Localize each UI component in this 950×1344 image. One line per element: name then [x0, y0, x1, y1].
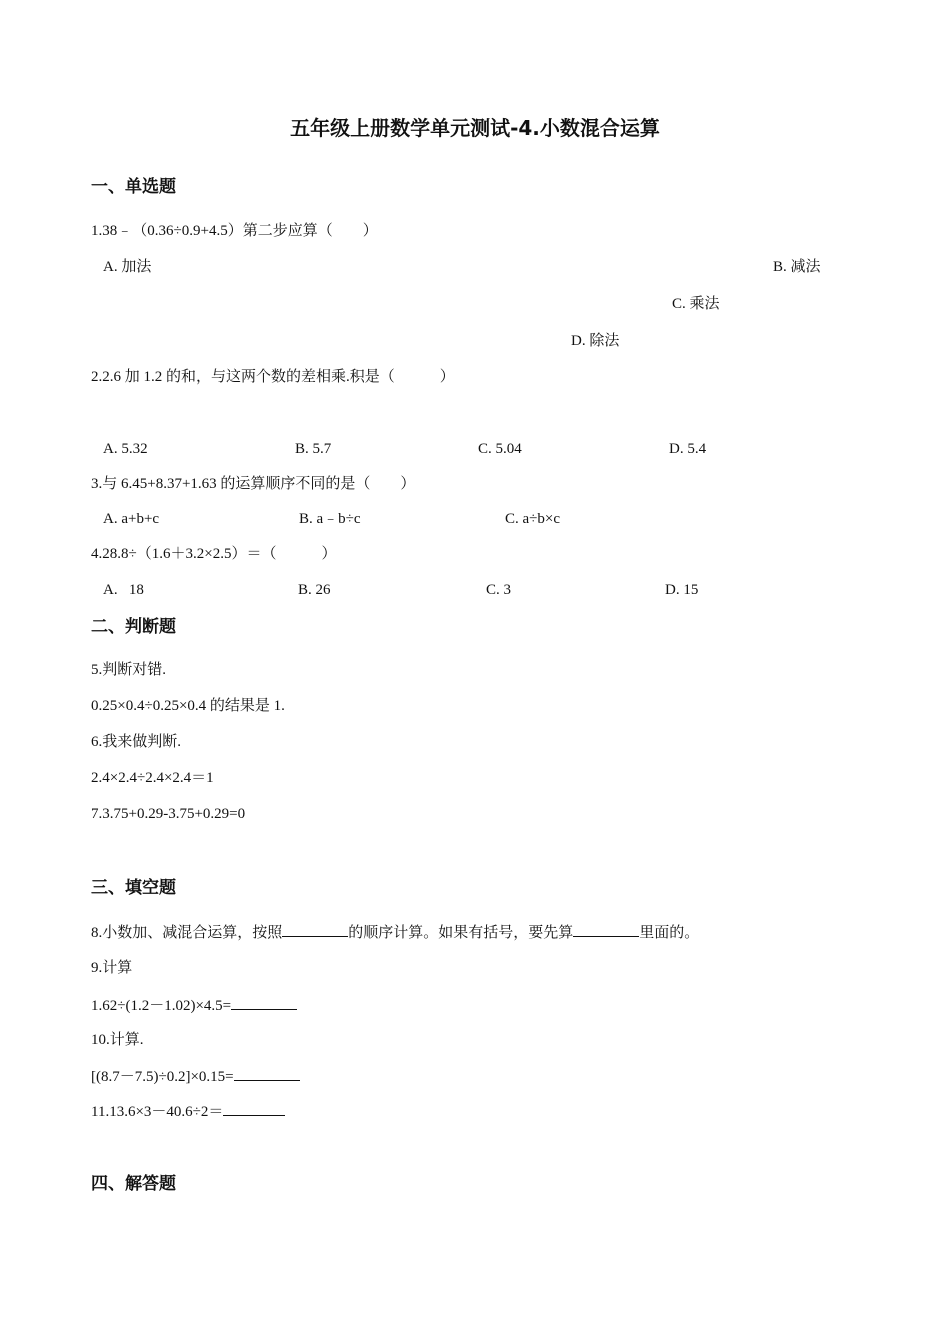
question-1-option-b[interactable]: B. 减法 [773, 259, 821, 275]
question-2-option-d[interactable]: D. 5.4 [669, 441, 707, 457]
question-7-statement: 7.3.75+0.29-3.75+0.29=0 [91, 806, 246, 822]
question-6-stem: 6.我来做判断. [91, 734, 182, 750]
question-9-expression-text: 1.62÷(1.2－1.02)×4.5= [91, 998, 232, 1014]
question-10-stem: 10.计算. [91, 1032, 144, 1048]
question-9-stem: 9.计算 [91, 960, 133, 976]
question-8-part-3: 里面的。 [639, 925, 700, 941]
question-3-option-b[interactable]: B. a﹣b÷c [299, 511, 361, 527]
question-3-option-a[interactable]: A. a+b+c [103, 511, 160, 527]
question-6-statement: 2.4×2.4÷2.4×2.4＝1 [91, 770, 214, 786]
answer-blank[interactable] [231, 995, 297, 1010]
question-11-expression [91, 1101, 285, 1122]
question-2-option-b[interactable]: B. 5.7 [295, 441, 332, 457]
answer-blank[interactable] [234, 1066, 300, 1081]
question-8-part-2: 的顺序计算。如果有括号，要先算 [348, 925, 574, 941]
question-3-option-c[interactable]: C. a÷b×c [505, 511, 561, 527]
question-1-option-d[interactable]: D. 除法 [571, 333, 620, 349]
question-1-option-c[interactable]: C. 乘法 [672, 296, 720, 312]
question-9-expression [91, 995, 297, 1016]
question-5-stem: 5.判断对错. [91, 662, 167, 678]
answer-blank[interactable] [573, 922, 639, 937]
question-4-stem: 4.28.8÷（1.6＋3.2×2.5）＝（ ） [91, 546, 337, 562]
question-11-expression-text: 11.13.6×3－40.6÷2＝ [91, 1104, 224, 1120]
answer-blank[interactable] [282, 922, 348, 937]
question-10-expression [91, 1066, 300, 1087]
question-10-expression-text: [(8.7－7.5)÷0.2]×0.15= [91, 1069, 234, 1085]
answer-blank[interactable] [223, 1101, 285, 1116]
question-4-option-c[interactable]: C. 3 [486, 582, 512, 598]
question-4-option-a[interactable]: A. 18 [103, 582, 144, 598]
question-2-option-c[interactable]: C. 5.04 [478, 441, 522, 457]
question-2-option-a[interactable]: A. 5.32 [103, 441, 148, 457]
question-5-statement: 0.25×0.4÷0.25×0.4 的结果是 1. [91, 698, 285, 714]
question-4-option-d[interactable]: D. 15 [665, 582, 699, 598]
section-heading-single-choice: 一、单选题 [91, 177, 176, 197]
question-4-option-b[interactable]: B. 26 [298, 582, 331, 598]
section-heading-word-problems: 四、解答题 [91, 1174, 176, 1194]
question-2-stem: 2.2.6 加 1.2 的和，与这两个数的差相乘.积是（ ） [91, 369, 455, 385]
section-heading-true-false: 二、判断题 [91, 617, 176, 637]
section-heading-fill-in: 三、填空题 [91, 878, 176, 898]
question-1-stem: 1.38﹣（0.36÷0.9+4.5）第二步应算（ ） [91, 223, 378, 239]
question-8-text [91, 922, 699, 943]
question-1-option-a[interactable]: A. 加法 [103, 259, 152, 275]
question-3-stem: 3.与 6.45+8.37+1.63 的运算顺序不同的是（ ） [91, 476, 416, 492]
page-title: 五年级上册数学单元测试-4.小数混合运算 [290, 116, 660, 140]
question-8-part-1: 8.小数加、减混合运算，按照 [91, 925, 283, 941]
